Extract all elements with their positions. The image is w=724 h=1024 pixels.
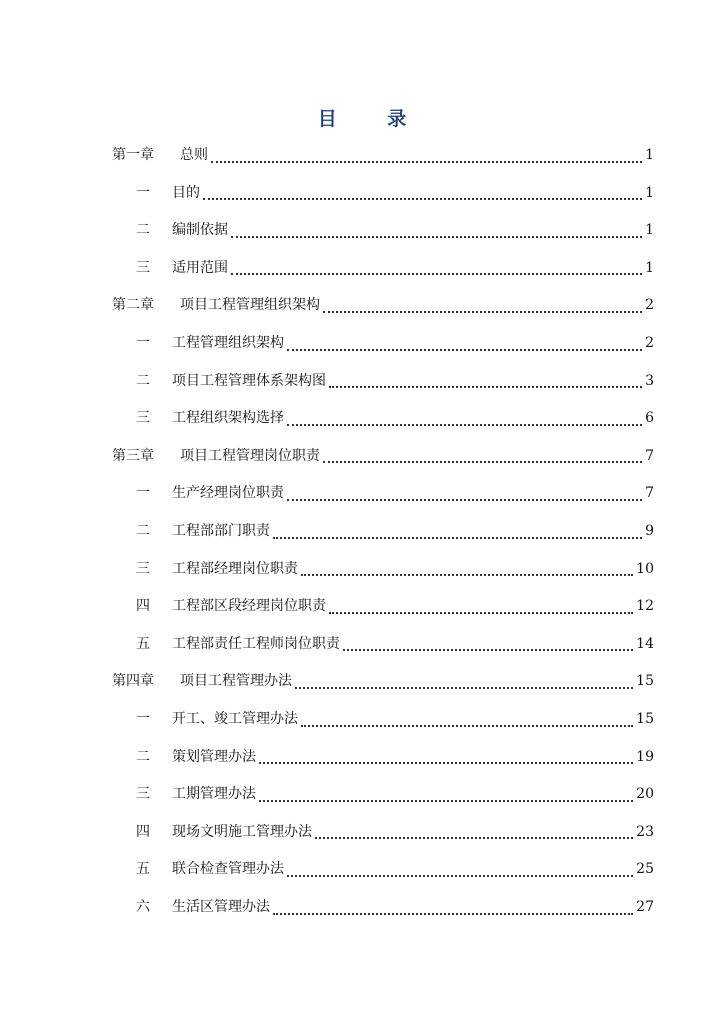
toc-page-number: 10 [636, 560, 654, 577]
toc-page-number: 6 [645, 410, 654, 427]
toc-section-entry[interactable] [0, 552, 724, 586]
toc-dot-leader [231, 235, 642, 238]
toc-entry-number: 六 [136, 899, 150, 915]
toc-entry-number: 四 [136, 598, 150, 615]
toc-entry-number: 四 [136, 823, 150, 840]
toc-page-number: 7 [645, 447, 654, 464]
toc-page-number: 14 [636, 635, 654, 652]
toc-entry-title: 总则 [180, 147, 208, 163]
toc-dot-leader [259, 761, 633, 764]
toc-entry-title: 工程管理组织架构 [172, 335, 284, 351]
toc-dot-leader [301, 573, 633, 576]
toc-dot-leader [295, 686, 633, 689]
toc-entry-title: 工程部区段经理岗位职责 [172, 598, 326, 615]
toc-entry-number: 五 [136, 861, 150, 878]
toc-chapter-entry[interactable] [0, 439, 724, 473]
toc-entry-title: 项目工程管理体系架构图 [172, 372, 326, 389]
toc-section-entry[interactable] [0, 326, 724, 360]
toc-dot-leader [273, 912, 633, 915]
toc-chapter-entry[interactable] [0, 288, 724, 322]
toc-entry-number: 第四章 [112, 673, 154, 690]
toc-entry-title: 策划管理办法 [172, 748, 256, 765]
toc-entry-title: 项目工程管理岗位职责 [180, 447, 320, 464]
toc-dot-leader [287, 498, 642, 501]
toc-entry-number: 二 [136, 372, 150, 389]
toc-entry-title: 项目工程管理组织架构 [180, 297, 320, 314]
toc-entry-title: 工程部责任工程师岗位职责 [172, 635, 340, 652]
toc-entry-number: 一 [136, 485, 150, 502]
toc-entry-title: 适用范围 [172, 259, 228, 276]
toc-entry-number: 第二章 [112, 297, 154, 314]
toc-page-number: 20 [636, 786, 654, 803]
toc-entry-title: 项目工程管理办法 [180, 673, 292, 690]
toc-entry-number: 三 [136, 259, 150, 276]
toc-section-entry[interactable] [0, 364, 724, 398]
toc-title: 目 录 [317, 108, 429, 130]
toc-section-entry[interactable] [0, 401, 724, 435]
toc-section-entry[interactable] [0, 627, 724, 661]
toc-entry-title: 工程部部门职责 [172, 523, 270, 539]
toc-dot-leader [287, 874, 633, 877]
toc-entry-number: 三 [136, 786, 150, 803]
toc-chapter-entry[interactable] [0, 664, 724, 698]
toc-section-entry[interactable] [0, 702, 724, 736]
toc-dot-leader [211, 160, 642, 163]
toc-entry-number: 二 [136, 523, 150, 539]
toc-section-entry[interactable] [0, 476, 724, 510]
toc-dot-leader [323, 460, 642, 463]
toc-section-entry[interactable] [0, 213, 724, 247]
toc-entry-number: 二 [136, 222, 150, 239]
toc-entry-title: 编制依据 [172, 222, 228, 239]
toc-entry-title: 开工、竣工管理办法 [172, 711, 298, 727]
toc-section-entry[interactable] [0, 589, 724, 623]
toc-dot-leader [343, 648, 633, 651]
toc-dot-leader [301, 724, 633, 727]
toc-entry-title: 工程部经理岗位职责 [172, 560, 298, 577]
toc-entry-title: 生产经理岗位职责 [172, 485, 284, 502]
toc-entry-number: 一 [136, 711, 150, 727]
toc-page-number: 3 [645, 372, 654, 389]
toc-entry-title: 工程组织架构选择 [172, 410, 284, 427]
toc-page-number: 19 [636, 748, 654, 765]
toc-entry-number: 一 [136, 184, 150, 201]
toc-section-entry[interactable] [0, 890, 724, 924]
toc-dot-leader [323, 310, 642, 313]
toc-dot-leader [315, 836, 633, 839]
toc-page-number: 25 [636, 861, 654, 878]
toc-entry-title: 现场文明施工管理办法 [172, 823, 312, 840]
toc-entry-title: 生活区管理办法 [172, 899, 270, 915]
toc-dot-leader [287, 348, 642, 351]
toc-section-entry[interactable] [0, 740, 724, 774]
toc-entry-number: 五 [136, 635, 150, 652]
toc-section-entry[interactable] [0, 514, 724, 548]
toc-section-entry[interactable] [0, 852, 724, 886]
toc-entry-title: 目的 [172, 184, 200, 201]
toc-entry-number: 三 [136, 410, 150, 427]
toc-dot-leader [329, 611, 633, 614]
toc-entry-title: 联合检查管理办法 [172, 861, 284, 878]
toc-dot-leader [259, 799, 633, 802]
toc-entry-number: 第一章 [112, 147, 154, 163]
toc-page-number: 27 [636, 899, 654, 915]
toc-dot-leader [231, 272, 642, 275]
toc-page-number: 7 [645, 485, 654, 502]
toc-page-number: 9 [645, 523, 654, 539]
toc-section-entry[interactable] [0, 815, 724, 849]
toc-page-number: 15 [636, 711, 654, 727]
toc-page-number: 1 [645, 147, 654, 163]
toc-section-entry[interactable] [0, 176, 724, 210]
toc-dot-leader [273, 536, 642, 539]
toc-entry-number: 一 [136, 335, 150, 351]
toc-chapter-entry[interactable] [0, 138, 724, 172]
toc-entry-number: 三 [136, 560, 150, 577]
toc-entry-number: 二 [136, 748, 150, 765]
toc-page-number: 2 [645, 335, 654, 351]
toc-page-number: 1 [645, 184, 654, 201]
toc-dot-leader [329, 385, 642, 388]
toc-page-number: 1 [645, 222, 654, 239]
toc-entry-number: 第三章 [112, 447, 154, 464]
toc-page-number: 12 [636, 598, 654, 615]
toc-section-entry[interactable] [0, 251, 724, 285]
toc-dot-leader [287, 423, 642, 426]
toc-dot-leader [203, 197, 642, 200]
toc-page-number: 15 [636, 673, 654, 690]
toc-page-number: 2 [645, 297, 654, 314]
toc-page-number: 1 [645, 259, 654, 276]
toc-entry-title: 工期管理办法 [172, 786, 256, 803]
toc-section-entry[interactable] [0, 777, 724, 811]
toc-page-number: 23 [636, 823, 654, 840]
